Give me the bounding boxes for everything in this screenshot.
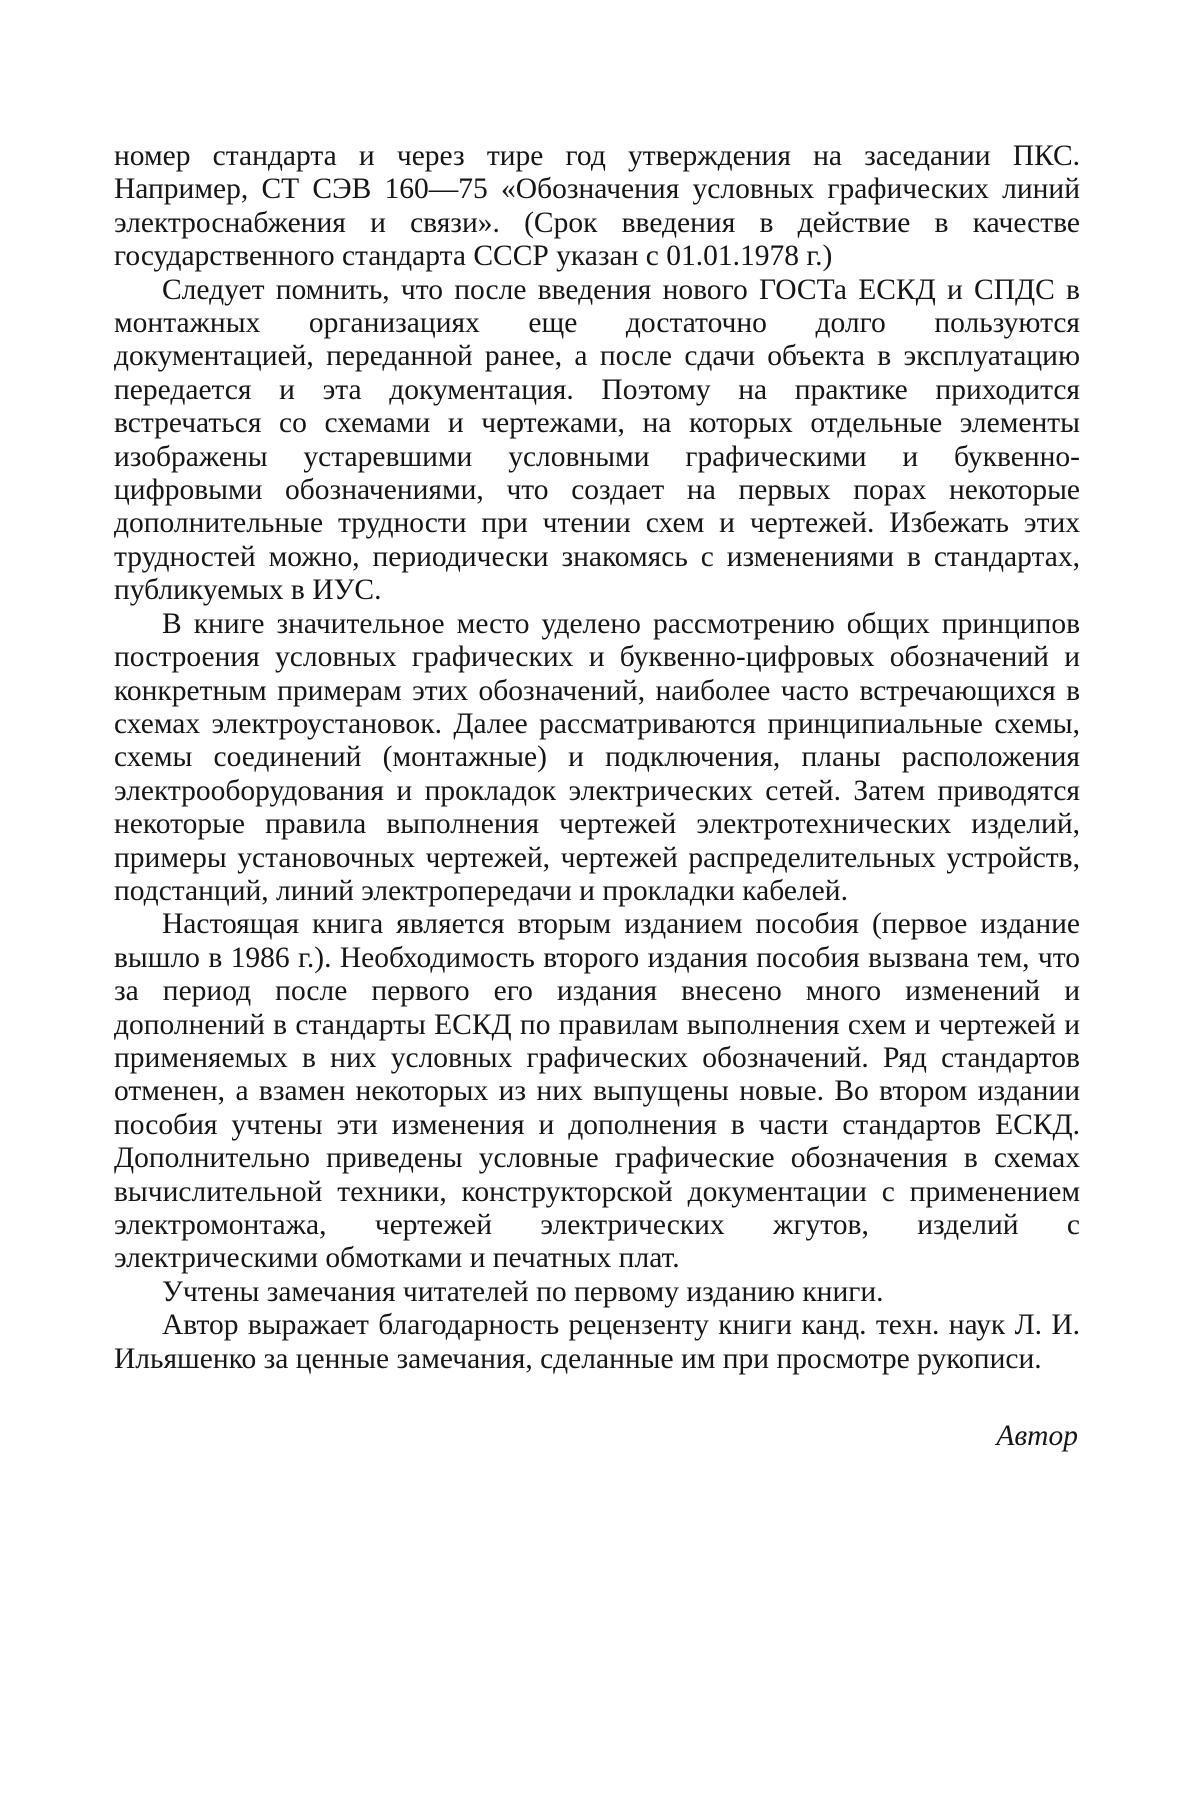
paragraph-book-contents: В книге значительное место уделено рассмотрению общих принципов построения условных графических и буквенно-цифровых обозначений и конкретным примерам этих обозначений, наиболее часто встречающихся в схемах электроустановок. Далее рассматриваются принципиальные схемы, схемы соединений (монтажные) и подключения, планы расположения электрооборудования и прокладок электрических сетей. Затем приводятся некоторые правила выполнения чертежей электротехнических изделий, примеры установочных чертежей, чертежей распределительных устройств, подстанций, линий электропередачи и прокладки кабелей. [114, 607, 1080, 907]
body-text [114, 140, 1080, 1376]
author-signature: Автор [996, 1420, 1078, 1452]
paragraph-acknowledgement: Автор выражает благодарность рецензенту книги канд. техн. наук Л. И. Ильяшенко за ценные замечания, сделанные им при просмотре рукописи. [114, 1309, 1080, 1375]
paragraph-outdated-symbols: Следует помнить, что после введения нового ГОСТа ЕСКД и СПДС в монтажных организациях еще достаточно долго пользуются документацией, переданной ранее, а после сдачи объекта в эксплуатацию передается и эта документация. Поэтому на практике приходится встречаться со схемами и чертежами, на которых отдельные элементы изображены устаревшими условными графическими и буквенно-цифровыми обозначениями, что создает на первых порах некоторые дополнительные трудности при чтении схем и чертежей. Избежать этих трудностей можно, периодически знакомясь с изменениями в стандартах, публикуемых в ИУС. [114, 273, 1080, 607]
paragraph-reader-remarks: Учтены замечания читателей по первому изданию книги. [162, 1275, 884, 1308]
paragraph-standard-numbering: номер стандарта и через тире год утверждения на заседании ПКС. Например, СТ СЭВ 160—75 «Обозначения условных графических линий электроснабжения и связи». (Срок введения в действие в качестве государственного стандарта СССР указан с 01.01.1978 г.) [114, 140, 1080, 273]
paragraph-second-edition: Настоящая книга является вторым изданием пособия (первое издание вышло в 1986 г.). Необходимость второго издания пособия вызвана тем, что за период после первого его издания внесено много изменений и дополнений в стандарты ЕСКД по правилам выполнения схем и чертежей и применяемых в них условных графических обозначений. Ряд стандартов отменен, а взамен некоторых из них выпущены новые. Во втором издании пособия учтены эти изменения и дополнения в части стандартов ЕСКД. Дополнительно приведены условные графические обозначения в схемах вычислительной техники, конструкторской документации с применением электромонтажа, чертежей электрических жгутов, изделий с электрическими обмотками и печатных плат. [114, 908, 1080, 1275]
